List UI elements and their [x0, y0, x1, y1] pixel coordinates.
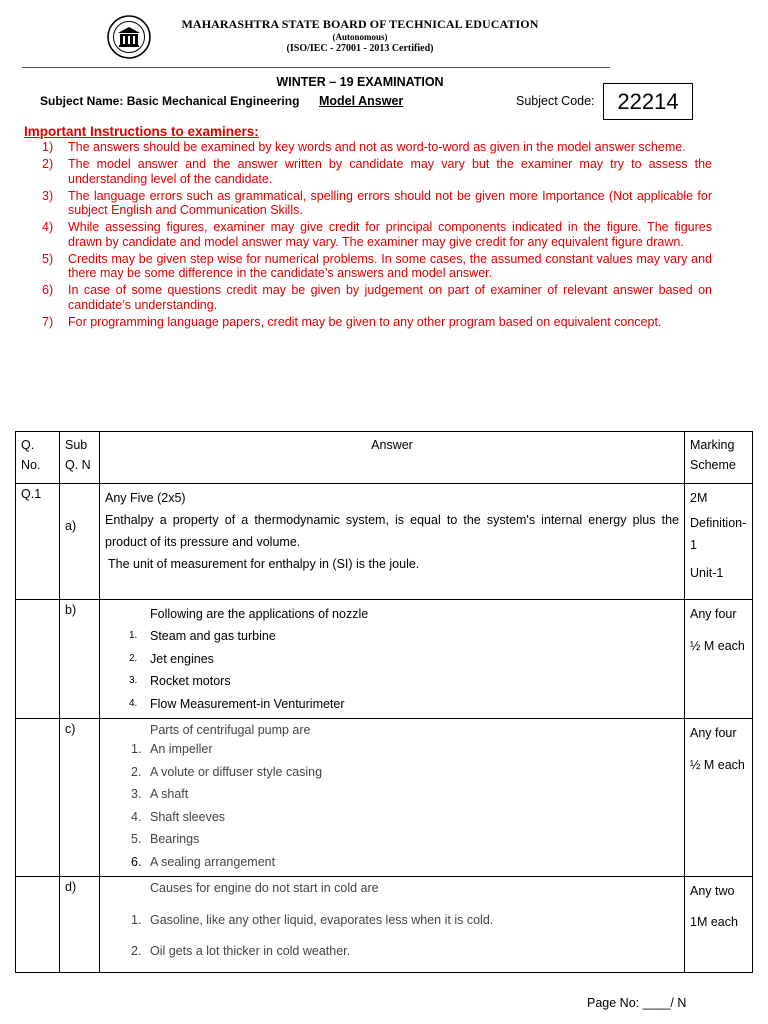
answer-cell — [100, 600, 685, 719]
list-item: 4. Shaft sleeves — [131, 809, 226, 824]
list-item: 1. Gasoline, like any other liquid, evaporates less when it is cold. — [131, 913, 494, 927]
subject-code-value: 22214 — [617, 88, 679, 114]
subject-code-box — [603, 83, 693, 120]
q-number-empty — [16, 719, 60, 877]
instruction-text: Credits may be given step wise for numerical problems. In some cases, the assumed constant values may vary and there may be some difference in the candidate’s answers and model answer. — [68, 251, 712, 280]
marks-any: Any two — [690, 884, 735, 898]
list-item-text: A shaft — [150, 787, 189, 801]
list-item-text: Jet engines — [150, 651, 214, 666]
instruction-item — [40, 189, 712, 218]
instruction-number: 7) — [42, 314, 54, 329]
table-header-row — [16, 432, 753, 484]
answer-table — [15, 431, 753, 973]
list-item-text: A volute or diffuser style casing — [150, 764, 323, 779]
marking-cell — [685, 877, 753, 973]
answer-list — [105, 625, 679, 715]
header-sub-q: Sub Q. N — [60, 432, 100, 484]
board-certification: (ISO/IEC - 27001 - 2013 Certified) — [286, 43, 434, 54]
instruction-text: While assessing figures, examiner may give credit for principal components indicated in the figure. The figures drawn by candidate and model answer may vary. The examiner may give credit for any equivalent figure drawn. — [68, 220, 712, 249]
header-rule — [22, 67, 610, 68]
table-row-q1a — [16, 484, 753, 600]
q-number-empty — [16, 877, 60, 973]
list-item-text: An impeller — [150, 742, 213, 756]
instruction-number: 5) — [42, 251, 54, 266]
table-row-q1b — [16, 600, 753, 719]
instruction-text: The language errors such as grammatical, spelling errors should not be given more Importance (Not applicable for subject English and Communication Skills. — [68, 188, 712, 217]
instruction-item — [40, 283, 712, 312]
list-item: 4. Flow Measurement-in Venturimeter — [129, 696, 345, 711]
q-number-empty — [16, 600, 60, 719]
list-item: 2. A volute or diffuser style casing — [131, 764, 323, 779]
marks-each: 1M each — [690, 915, 738, 929]
subject-code-label: Subject Code: — [516, 94, 595, 108]
answer-cell — [100, 877, 685, 973]
exam-title: WINTER – 19 EXAMINATION — [276, 75, 444, 89]
instruction-text: For programming language papers, credit may be given to any other program based on equivalent concept. — [68, 314, 662, 329]
sub-question-label: d) — [60, 877, 100, 973]
instruction-number: 6) — [42, 283, 54, 297]
list-item-text: Gasoline, like any other liquid, evaporates less when it is cold. — [150, 913, 494, 927]
instruction-item — [40, 157, 712, 186]
marks-unit: Unit-1 — [690, 566, 724, 580]
list-item-text: Steam and gas turbine — [150, 629, 276, 643]
header-answer: Answer — [100, 432, 685, 484]
enthalpy-unit: The unit of measurement for enthalpy in (SI) is the joule. — [108, 557, 420, 571]
answer-cell — [100, 484, 685, 600]
sub-question-label: b) — [60, 600, 100, 719]
instructions-list — [40, 140, 712, 332]
subject-name: Subject Name: Basic Mechanical Engineering — [40, 94, 300, 108]
instruction-item — [40, 315, 712, 330]
list-item-text: Flow Measurement-in Venturimeter — [150, 696, 345, 711]
instruction-item — [40, 252, 712, 281]
instruction-item — [40, 220, 712, 249]
table-row-q1d — [16, 877, 753, 973]
list-item-text: Bearings — [150, 832, 200, 846]
instructions-heading: Important Instructions to examiners: — [24, 124, 259, 139]
list-item-text: Shaft sleeves — [150, 809, 226, 824]
enthalpy-definition: Enthalpy a property of a thermodynamic system, is equal to the system's internal energy plus the product of its pressure and volume. — [105, 513, 679, 549]
q-number: Q.1 — [16, 484, 60, 600]
instruction-number: 1) — [42, 140, 54, 154]
list-item: 6. A sealing arrangement — [131, 854, 276, 869]
instruction-number: 2) — [42, 157, 54, 171]
marks-any: Any four — [690, 607, 737, 621]
any-five-note: Any Five (2x5) — [105, 491, 186, 505]
board-autonomous: (Autonomous) — [332, 32, 388, 42]
instruction-number: 3) — [42, 188, 54, 203]
msbte-logo-icon — [106, 14, 152, 60]
sub-question-label: c) — [60, 719, 100, 877]
list-item: 1. An impeller — [131, 742, 213, 756]
marks-any: Any four — [690, 726, 737, 740]
page-number: Page No: ____/ N — [587, 996, 687, 1010]
list-item: 3. Rocket motors — [129, 674, 231, 688]
model-answer-title: Model Answer — [319, 94, 404, 108]
list-item-text: Rocket motors — [150, 674, 231, 688]
instruction-item — [40, 140, 712, 155]
marking-cell — [685, 600, 753, 719]
board-name: MAHARASHTRA STATE BOARD OF TECHNICAL EDUCATION — [181, 17, 539, 31]
list-item-text: Oil gets a lot thicker in cold weather. — [150, 944, 351, 958]
instruction-number: 4) — [42, 220, 54, 234]
answer-lead: Causes for engine do not start in cold are — [150, 881, 379, 895]
sub-question — [60, 484, 100, 600]
answer-cell — [100, 719, 685, 877]
header-marking-scheme: Marking Scheme — [685, 432, 753, 484]
table-row-q1c — [16, 719, 753, 877]
list-item: 2. Jet engines — [129, 651, 214, 666]
list-item-text: A sealing arrangement — [150, 854, 276, 869]
list-item: 1. Steam and gas turbine — [129, 629, 276, 643]
list-item: 2. Oil gets a lot thicker in cold weather. — [131, 944, 351, 958]
marking-cell — [685, 484, 753, 600]
instruction-text: In case of some questions credit may be given by judgement on part of examiner of relevant answer based on candidate’s understanding. — [68, 283, 712, 312]
instruction-text: The answers should be examined by key words and not as word-to-word as given in the model answer scheme. — [68, 140, 686, 154]
sub-question-label: a) — [65, 519, 77, 533]
marks-each: ½ M each — [690, 758, 745, 772]
marks-total: 2M — [690, 491, 708, 505]
answer-list — [105, 905, 679, 967]
header-q-no: Q. No. — [16, 432, 60, 484]
marks-definition: Definition-1 — [690, 516, 747, 552]
list-item: 5. Bearings — [131, 832, 200, 846]
answer-lead: Following are the applications of nozzle — [150, 607, 369, 621]
answer-lead: Parts of centrifugal pump are — [150, 723, 311, 737]
marks-each: ½ M each — [690, 639, 745, 653]
list-item: 3. A shaft — [131, 787, 189, 801]
answer-list — [105, 738, 679, 873]
marking-cell — [685, 719, 753, 877]
instruction-text: The model answer and the answer written by candidate may vary but the examiner may try to assess the understanding level of the candidate. — [68, 157, 712, 186]
